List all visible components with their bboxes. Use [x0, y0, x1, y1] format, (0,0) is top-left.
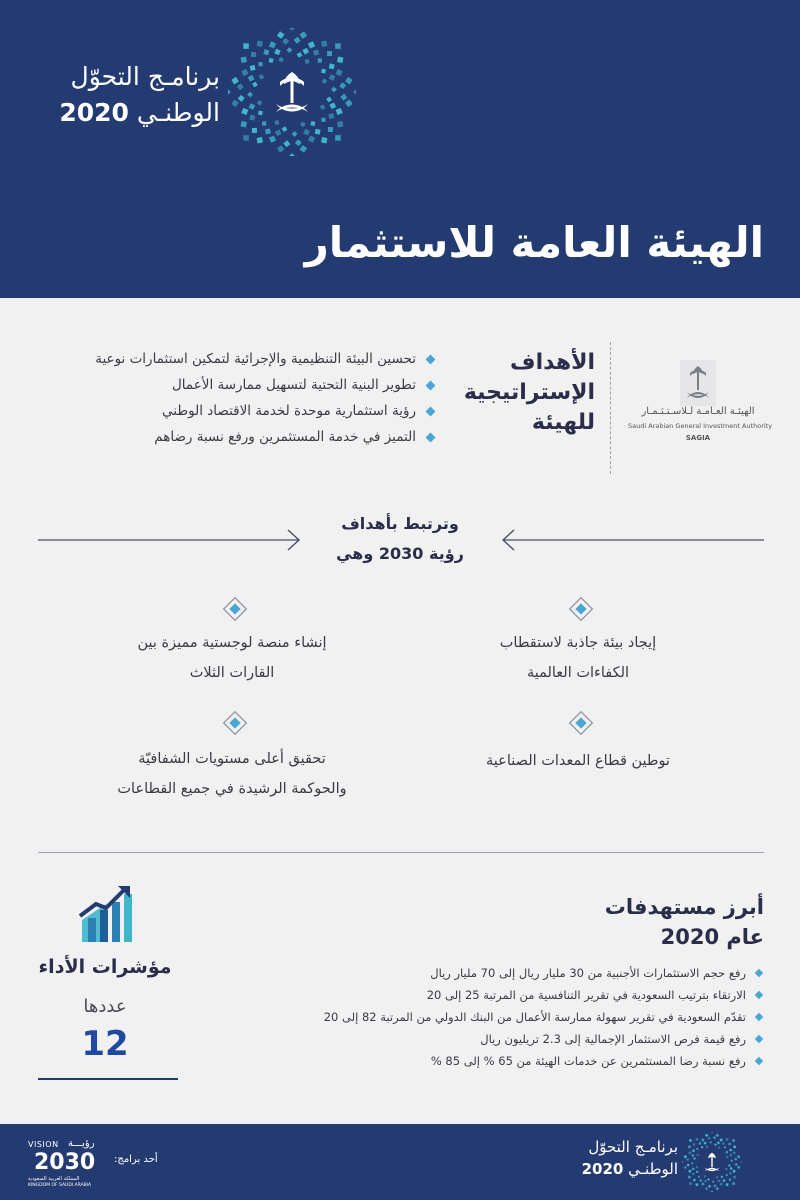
diamond-bullet-icon: [568, 710, 594, 736]
star-ring-square: [737, 1155, 741, 1159]
star-ring-square: [282, 126, 288, 132]
star-ring-square: [308, 136, 315, 143]
objectives-heading-line2: الإستراتيجية: [463, 380, 595, 405]
star-ring-square: [321, 41, 327, 47]
star-ring-square: [295, 139, 302, 146]
star-ring-square: [729, 1178, 731, 1180]
star-ring-square: [693, 1143, 695, 1145]
star-ring-square: [704, 1175, 706, 1177]
star-ring-square: [329, 74, 336, 81]
star-ring-square: [241, 69, 248, 76]
star-ring-square: [294, 37, 301, 44]
star-ring-square: [689, 1182, 692, 1185]
list-item: رؤية استثمارية موحدة لخدمة الاقتصاد الوطني: [36, 398, 436, 424]
star-ring-square: [684, 1155, 688, 1159]
sagia-logo: [628, 360, 773, 464]
star-ring-square: [733, 1176, 736, 1179]
program-year: 2020: [59, 98, 129, 127]
kpi-count-label: عددها: [83, 996, 127, 1017]
star-ring-square: [728, 1143, 730, 1145]
star-ring-square: [723, 1179, 726, 1182]
footer-program-line1: برنامـج التحوّل: [588, 1138, 678, 1156]
vision-kingdom-english: KINGDOM OF SAUDI ARABIA: [28, 1183, 92, 1188]
star-ring-square: [713, 1184, 716, 1187]
star-ring-square: [288, 28, 296, 31]
star-ring-square: [689, 1139, 692, 1142]
star-ring-square: [688, 1176, 691, 1179]
star-ring-square: [726, 1156, 729, 1159]
star-ring-square: [345, 77, 353, 85]
footer-banner: [0, 1124, 800, 1200]
sagia-abbreviation: SAGIA: [685, 434, 711, 442]
targets-heading-line1: أبرز مستهدفات: [604, 895, 764, 919]
star-ring-square: [258, 62, 262, 66]
star-ring-square: [741, 1160, 742, 1164]
goal-line: تحقيق أعلى مستويات الشفافيّة: [138, 751, 326, 767]
star-ring-square: [722, 1142, 725, 1145]
list-item: تحسين البيئة التنظيمية والإجرائية لتمكين استثمارات نوعية: [36, 346, 436, 372]
star-ring-square: [682, 1160, 683, 1164]
goal-line: والحوكمة الرشيدة في جميع القطاعات: [117, 781, 347, 797]
footer-program-word: الوطنـي: [628, 1160, 678, 1178]
star-ring-square: [693, 1157, 696, 1160]
star-ring-square: [726, 1183, 729, 1186]
star-ring-square: [716, 1187, 720, 1191]
vision-link-line1: وترتبط بأهداف: [341, 514, 459, 533]
star-ring-square: [735, 1163, 738, 1166]
star-ring-square: [708, 1185, 711, 1188]
star-ring-square: [300, 145, 308, 153]
star-ring-square: [302, 48, 309, 55]
star-ring-square: [249, 103, 256, 110]
star-emblem-icon: [682, 1132, 742, 1192]
star-ring-square: [695, 1138, 698, 1141]
star-ring-square: [241, 57, 247, 63]
star-ring-square: [337, 121, 343, 127]
star-ring-square: [692, 1149, 695, 1152]
star-ring-square: [320, 105, 325, 110]
star-ring-square: [691, 1154, 694, 1157]
star-ring-square: [725, 1168, 727, 1170]
goal-attract-talent: [458, 628, 698, 688]
star-ring-square: [331, 86, 337, 92]
star-ring-square: [729, 1149, 732, 1152]
star-ring-square: [709, 1141, 712, 1144]
sagia-name-arabic: الهيئـة العـامـة لـلاسـتـثـمـار: [641, 406, 755, 417]
star-ring-square: [713, 1136, 716, 1139]
star-ring-square: [699, 1142, 702, 1145]
list-item: رفع نسبة رضا المستثمرين عن خدمات الهيئة من 65 % إلى 85 %: [324, 1050, 764, 1072]
star-ring-square: [695, 1183, 698, 1186]
star-ring-square: [263, 49, 269, 55]
star-ring-square: [339, 82, 346, 89]
star-ring-square: [729, 1172, 732, 1175]
vision-2030-logo: [28, 1138, 108, 1190]
kpi-title: مؤشرات الأداء: [38, 956, 172, 978]
star-ring-square: [300, 31, 308, 39]
palm-swords-icon: [680, 360, 716, 406]
star-ring-square: [701, 1182, 704, 1185]
program-name-line1: برنامـج التحوّل: [70, 62, 220, 91]
kpi-underline: [38, 1078, 178, 1080]
horizontal-divider: [38, 852, 764, 853]
star-ring-square: [228, 88, 231, 96]
star-ring-square: [288, 153, 296, 156]
star-ring-square: [231, 100, 239, 108]
star-ring-square: [269, 58, 274, 63]
vertical-divider: [610, 342, 611, 474]
star-ring-square: [265, 128, 271, 134]
star-ring-square: [326, 97, 332, 103]
star-ring-square: [705, 1134, 709, 1138]
star-ring-square: [688, 1151, 691, 1154]
star-ring-square: [693, 1179, 695, 1181]
star-ring-square: [719, 1182, 722, 1185]
star-ring-square: [321, 137, 327, 143]
star-ring-square: [710, 1191, 714, 1192]
star-ring-square: [337, 57, 343, 63]
star-ring-square: [257, 100, 263, 106]
objectives-list: [36, 346, 436, 450]
star-ring-square: [698, 1176, 700, 1178]
star-ring-square: [257, 41, 263, 47]
star-ring-square: [696, 1171, 698, 1173]
targets-list: [324, 962, 764, 1072]
targets-heading: [564, 892, 764, 952]
header-banner: [0, 0, 800, 298]
star-ring-square: [696, 1148, 698, 1150]
star-ring-square: [274, 120, 279, 125]
star-ring-square: [282, 38, 289, 45]
star-ring-square: [335, 135, 341, 141]
growth-chart-icon: [78, 884, 134, 942]
star-ring-square: [716, 1134, 720, 1138]
goal-line: إنشاء منصة لوجستية مميزة بين: [137, 635, 327, 651]
star-ring-square: [250, 65, 256, 71]
goal-line: توطين قطاع المعدات الصناعية: [486, 753, 670, 769]
star-ring-square: [249, 115, 255, 121]
star-ring-square: [238, 95, 245, 102]
star-ring-square: [303, 129, 310, 136]
star-ring-square: [327, 51, 332, 56]
sagia-name-english: Saudi Arabian General Investment Authority: [628, 422, 773, 430]
star-ring-square: [329, 102, 336, 109]
targets-heading-line2: عام 2020: [660, 925, 764, 949]
star-ring-square: [717, 1179, 720, 1182]
star-ring-square: [726, 1174, 728, 1176]
star-ring-square: [243, 135, 249, 141]
star-ring-square: [717, 1141, 720, 1144]
star-ring-square: [732, 1139, 735, 1142]
star-ring-square: [721, 1176, 723, 1178]
star-ring-square: [734, 1157, 737, 1160]
star-ring-square: [292, 131, 298, 137]
star-ring-square: [688, 1169, 691, 1172]
objectives-heading-line3: للهيئة: [531, 410, 595, 435]
star-ring-square: [692, 1173, 695, 1176]
program-logo: [30, 28, 360, 158]
list-item: تقدّم السعودية في تقرير سهولة ممارسة الأعمال من البنك الدولي من المرتبة 82 إلى 20: [324, 1006, 764, 1028]
goal-line: الكفاءات العالمية: [526, 665, 630, 681]
star-ring-square: [353, 88, 356, 96]
star-ring-square: [732, 1182, 735, 1185]
star-ring-square: [688, 1145, 691, 1148]
star-ring-square: [692, 1167, 695, 1170]
star-ring-square: [283, 140, 290, 147]
star-ring-square: [275, 129, 282, 136]
star-ring-square: [247, 92, 253, 98]
star-ring-square: [728, 1164, 731, 1167]
star-ring-square: [729, 1154, 732, 1157]
star-ring-square: [684, 1166, 688, 1170]
goal-logistics-platform: [112, 628, 352, 688]
star-ring-square: [716, 1176, 719, 1179]
vision-link-line2: رؤية 2030 وهي: [336, 544, 464, 563]
star-ring-square: [707, 1178, 710, 1181]
star-ring-square: [305, 59, 310, 64]
star-ring-square: [707, 1137, 710, 1140]
star-ring-square: [308, 41, 315, 48]
list-item: التميز في خدمة المستثمرين ورفع نسبة رضاهم: [36, 424, 436, 450]
goal-line: إيجاد بيئة جاذبة لاستقطاب: [499, 635, 657, 651]
kpi-count-value: 12: [81, 1024, 129, 1064]
vision-year: 2030: [34, 1150, 96, 1175]
star-ring-square: [712, 1180, 715, 1183]
footer-program-year: 2020: [581, 1160, 624, 1178]
star-ring-square: [231, 77, 239, 85]
star-ring-square: [259, 74, 264, 79]
star-ring-square: [277, 31, 285, 39]
star-ring-square: [251, 52, 256, 57]
star-ring-square: [237, 83, 244, 90]
star-ring-square: [310, 121, 315, 126]
star-ring-square: [248, 75, 255, 82]
star-ring-square: [710, 1132, 714, 1133]
program-name-line2: [30, 98, 220, 127]
list-item: رفع حجم الاستثمارات الأجنبية من 30 مليار ريال إلى 70 مليار ريال: [324, 962, 764, 984]
star-ring-square: [321, 69, 326, 74]
page-title: الهيئة العامة للاستثمار: [304, 218, 764, 267]
star-ring-square: [278, 57, 284, 63]
diamond-bullet-icon: [222, 596, 248, 622]
star-ring-square: [252, 128, 257, 133]
footer-program-line2: [560, 1160, 678, 1178]
star-ring-square: [328, 127, 333, 132]
program-name-word: الوطنـي: [136, 98, 220, 127]
goal-transparency: [112, 744, 352, 804]
star-ring-square: [732, 1169, 735, 1172]
star-ring-square: [321, 118, 325, 122]
star-ring-square: [300, 122, 306, 128]
goal-line: القارات الثلاث: [189, 665, 275, 681]
list-item: رفع قيمة فرص الاستثمار الإجمالية إلى 2.3 تريليون ريال: [324, 1028, 764, 1050]
star-ring-square: [315, 129, 321, 135]
star-ring-square: [277, 145, 285, 153]
star-ring-square: [719, 1138, 722, 1141]
vision-kingdom-arabic: المملكة العربية السعودية: [28, 1176, 80, 1182]
star-ring-square: [336, 69, 343, 76]
star-ring-square: [297, 52, 303, 58]
diamond-bullet-icon: [568, 596, 594, 622]
star-ring-square: [335, 43, 341, 49]
star-emblem-icon: [228, 28, 356, 156]
vision-word: VISION: [28, 1140, 59, 1149]
star-ring-square: [340, 94, 347, 101]
star-ring-square: [274, 49, 281, 56]
star-ring-square: [726, 1151, 728, 1153]
star-ring-square: [258, 110, 263, 115]
star-ring-square: [701, 1138, 704, 1141]
star-ring-square: [714, 1143, 717, 1146]
star-ring-square: [718, 1146, 720, 1148]
objectives-heading: [465, 348, 595, 438]
star-ring-square: [269, 41, 276, 48]
star-ring-square: [726, 1138, 729, 1141]
star-ring-square: [328, 113, 334, 119]
list-item: الارتقاء بترتيب السعودية في تقرير التنافسية من المرتبة 25 إلى 20: [324, 984, 764, 1006]
star-ring-square: [696, 1154, 698, 1156]
star-ring-square: [730, 1167, 733, 1170]
star-ring-square: [262, 121, 266, 125]
vision-word-arabic: رؤيـــة: [68, 1138, 95, 1149]
star-ring-square: [329, 63, 335, 69]
star-ring-square: [686, 1158, 689, 1161]
star-ring-square: [730, 1159, 733, 1162]
star-ring-square: [696, 1166, 699, 1169]
star-ring-square: [241, 121, 247, 127]
star-ring-square: [733, 1145, 736, 1148]
star-ring-square: [318, 58, 322, 62]
one-of-programs-label: أحد برامج:: [114, 1154, 158, 1165]
star-ring-square: [269, 136, 276, 143]
arrow-left-icon: [500, 528, 764, 552]
star-ring-square: [322, 78, 328, 84]
star-ring-square: [699, 1179, 702, 1182]
star-ring-square: [704, 1180, 707, 1183]
star-ring-square: [705, 1187, 709, 1191]
star-ring-square: [241, 108, 248, 115]
star-ring-square: [724, 1146, 726, 1148]
list-item: تطوير البنية التحتية لتسهيل ممارسة الأعمال: [36, 372, 436, 398]
diamond-bullet-icon: [222, 710, 248, 736]
star-ring-square: [691, 1162, 694, 1165]
star-ring-square: [687, 1163, 690, 1166]
star-ring-square: [706, 1146, 709, 1149]
star-ring-square: [252, 82, 258, 88]
star-ring-square: [286, 47, 292, 53]
star-ring-square: [257, 137, 263, 143]
goal-localize-equipment: [458, 746, 698, 776]
star-ring-square: [704, 1142, 707, 1145]
star-ring-square: [345, 100, 353, 108]
star-ring-square: [336, 108, 343, 115]
star-ring-square: [701, 1146, 703, 1148]
star-ring-square: [732, 1151, 735, 1154]
star-ring-square: [313, 50, 319, 56]
objectives-heading-line1: الأهداف: [510, 350, 595, 375]
star-ring-square: [737, 1166, 741, 1170]
star-ring-square: [243, 43, 249, 49]
